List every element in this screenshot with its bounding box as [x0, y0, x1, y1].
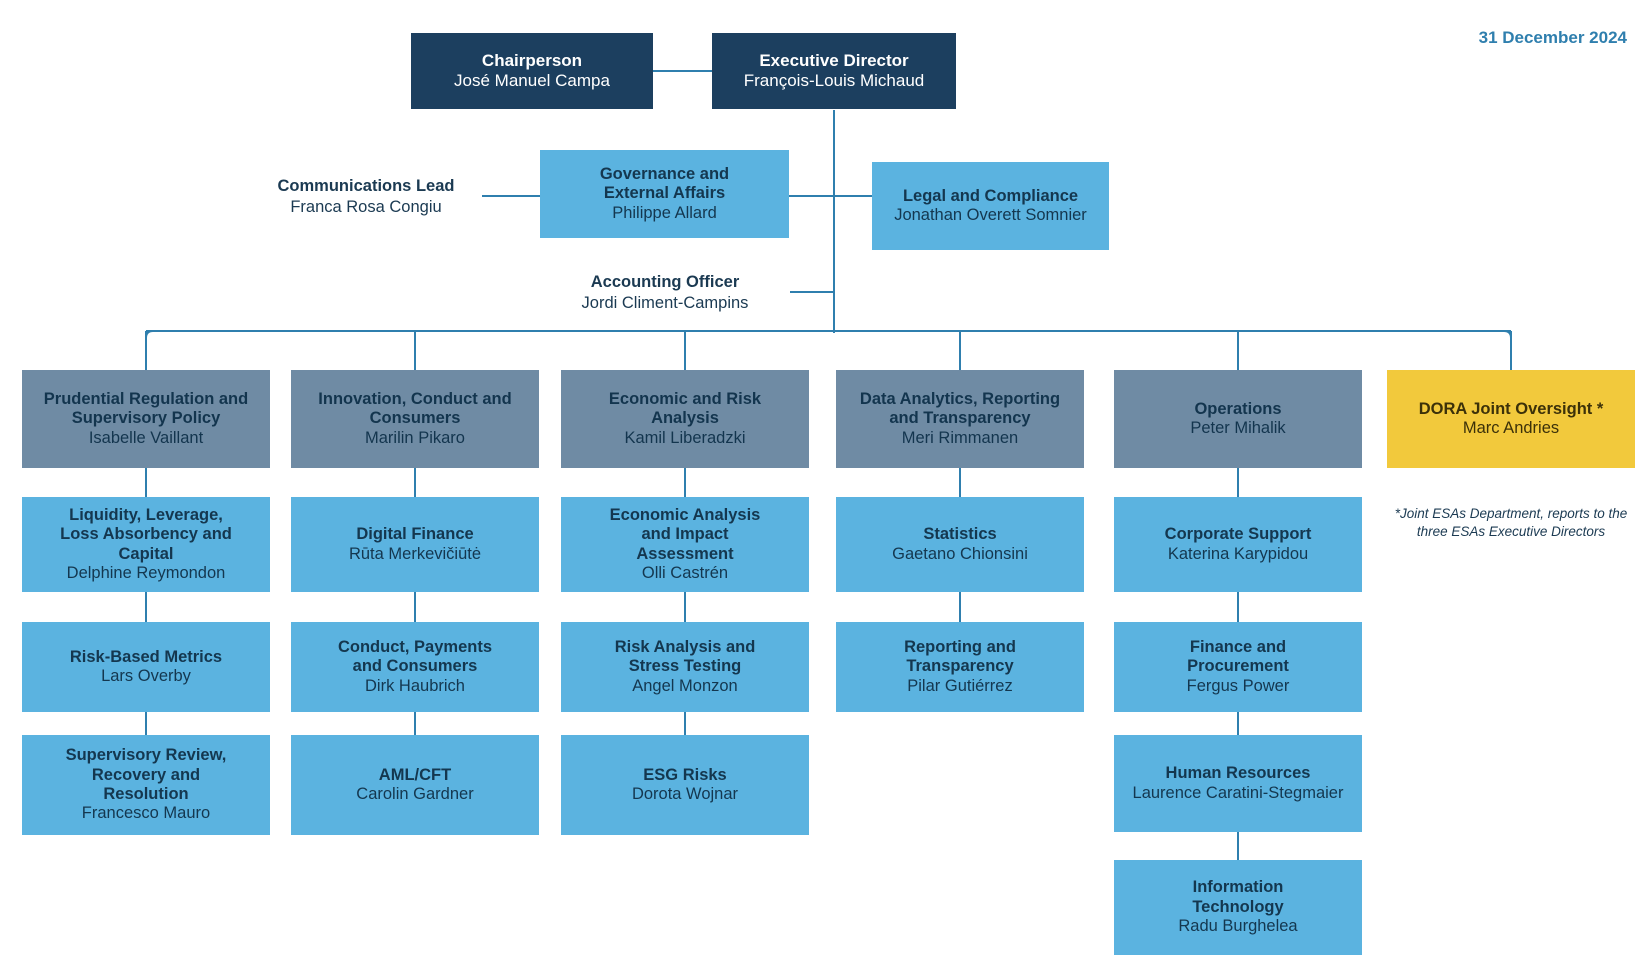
box-unit-statistics[interactable]	[836, 497, 1084, 592]
dept-title-line1: Prudential Regulation and	[43, 389, 249, 408]
unit-title-line2: Recovery and	[91, 765, 201, 784]
unit-title-line1: Corporate Support	[1164, 525, 1312, 544]
unit-title-line2: Technology	[1192, 897, 1284, 916]
dept-title-line2: and Transparency	[889, 409, 1031, 428]
unit-title-line3: Assessment	[636, 544, 734, 563]
box-unit-supervisory-review[interactable]	[22, 735, 270, 835]
box-unit-human-resources[interactable]	[1114, 735, 1362, 832]
box-chairperson[interactable]	[411, 33, 653, 109]
unit-title-line1: Information	[1192, 878, 1284, 897]
box-governance-external-affairs[interactable]	[540, 150, 789, 238]
label-communications-lead	[250, 166, 482, 228]
dept-head-name: Marilin Pikaro	[365, 428, 465, 447]
executive-director-title: Executive Director	[759, 50, 909, 70]
footnote-text: *Joint ESAs Department, reports to the three ESAs Executive Directors	[1394, 506, 1628, 539]
dept-title-line1: Data Analytics, Reporting	[859, 389, 1061, 408]
unit-head-name: Laurence Caratini-Stegmaier	[1132, 783, 1344, 802]
unit-title-line1: Risk Analysis and	[614, 637, 756, 656]
unit-title-line1: Statistics	[923, 525, 997, 544]
unit-title-line1: Economic Analysis	[609, 505, 761, 524]
unit-title-line2: Loss Absorbency and	[60, 525, 232, 544]
dept-title-line1: Innovation, Conduct and	[318, 389, 512, 408]
box-department-dora-joint-oversight[interactable]	[1387, 370, 1635, 468]
box-unit-digital-finance[interactable]	[291, 497, 539, 592]
box-department-economic-risk-analysis[interactable]	[561, 370, 809, 468]
unit-head-name: Dirk Haubrich	[365, 676, 465, 695]
box-unit-esg-risks[interactable]	[561, 735, 809, 835]
dept-title-line2: Supervisory Policy	[71, 409, 221, 428]
chairperson-name: José Manuel Campa	[454, 71, 610, 90]
unit-title-line1: AML/CFT	[378, 765, 452, 784]
dept-head-name: Marc Andries	[1462, 419, 1560, 437]
accounting-officer-name: Jordi Climent-Campins	[581, 294, 749, 312]
unit-title-line1: ESG Risks	[643, 765, 727, 784]
unit-head-name: Gaetano Chionsini	[892, 544, 1028, 563]
legal-name: Jonathan Overett Somnier	[894, 206, 1087, 224]
box-unit-information-technology[interactable]	[1114, 860, 1362, 955]
dept-title-line2: Analysis	[651, 409, 719, 428]
dept-title-line1: Economic and Risk	[608, 389, 762, 408]
governance-name: Philippe Allard	[612, 203, 717, 222]
unit-title-line1: Risk-Based Metrics	[69, 647, 223, 666]
box-unit-risk-based-metrics[interactable]	[22, 622, 270, 712]
chart-date: 31 December 2024	[1478, 28, 1627, 47]
governance-title-line1: Governance and	[599, 164, 730, 183]
dept-head-name: Peter Mihalik	[1190, 419, 1286, 437]
unit-title-line1: Reporting and	[904, 637, 1016, 656]
unit-title-line3: Resolution	[103, 785, 189, 803]
executive-director-name: François-Louis Michaud	[743, 71, 925, 90]
unit-head-name: Pilar Gutiérrez	[907, 676, 1013, 695]
unit-title-line2: and Impact	[641, 525, 729, 544]
dept-title-line2: Consumers	[369, 409, 461, 428]
box-department-innovation-conduct[interactable]	[291, 370, 539, 468]
box-unit-liquidity-leverage[interactable]	[22, 497, 270, 592]
unit-head-name: Delphine Reymondon	[66, 563, 226, 582]
chairperson-title: Chairperson	[481, 50, 583, 70]
unit-head-name: Francesco Mauro	[81, 804, 211, 823]
dora-footnote	[1378, 505, 1644, 540]
unit-head-name: Angel Monzon	[632, 676, 738, 695]
box-legal-compliance[interactable]	[872, 162, 1109, 250]
box-department-prudential-regulation[interactable]	[22, 370, 270, 468]
label-accounting-officer	[540, 265, 790, 321]
unit-title-line3: Capital	[118, 544, 174, 563]
dept-title-line1: DORA Joint Oversight *	[1418, 399, 1604, 418]
box-unit-conduct-payments-consumers[interactable]	[291, 622, 539, 712]
box-department-data-analytics[interactable]	[836, 370, 1084, 468]
unit-head-name: Lars Overby	[101, 667, 191, 685]
dept-head-name: Isabelle Vaillant	[88, 428, 204, 447]
box-unit-corporate-support[interactable]	[1114, 497, 1362, 592]
unit-title-line2: and Consumers	[352, 657, 478, 676]
dept-title-line1: Operations	[1194, 399, 1282, 418]
accounting-officer-title: Accounting Officer	[590, 273, 740, 292]
unit-title-line1: Supervisory Review,	[65, 746, 227, 765]
box-department-operations[interactable]	[1114, 370, 1362, 468]
dept-head-name: Kamil Liberadzki	[624, 428, 746, 447]
unit-title-line1: Finance and	[1189, 637, 1287, 656]
box-unit-risk-analysis-stress-testing[interactable]	[561, 622, 809, 712]
box-executive-director[interactable]	[712, 33, 956, 109]
legal-title: Legal and Compliance	[902, 186, 1079, 205]
box-unit-reporting-transparency[interactable]	[836, 622, 1084, 712]
unit-title-line2: Stress Testing	[628, 657, 742, 676]
unit-title-line2: Transparency	[906, 657, 1014, 676]
unit-head-name: Fergus Power	[1186, 676, 1290, 695]
governance-title-line2: External Affairs	[603, 184, 726, 203]
box-unit-finance-procurement[interactable]	[1114, 622, 1362, 712]
unit-head-name: Olli Castrén	[641, 563, 729, 582]
unit-title-line1: Digital Finance	[356, 525, 474, 544]
unit-head-name: Dorota Wojnar	[631, 785, 739, 803]
unit-title-line1: Liquidity, Leverage,	[69, 505, 223, 524]
unit-title-line1: Conduct, Payments	[337, 637, 493, 656]
unit-title-line2: Procurement	[1187, 657, 1289, 676]
unit-title-line1: Human Resources	[1165, 764, 1311, 783]
communications-lead-name: Franca Rosa Congiu	[290, 198, 442, 216]
communications-lead-title: Communications Lead	[277, 177, 455, 196]
box-unit-economic-analysis-impact[interactable]	[561, 497, 809, 592]
unit-head-name: Radu Burghelea	[1178, 917, 1298, 936]
unit-head-name: Carolin Gardner	[356, 785, 474, 803]
unit-head-name: Rūta Merkevičiūtė	[348, 544, 482, 563]
box-unit-aml-cft[interactable]	[291, 735, 539, 835]
dept-head-name: Meri Rimmanen	[901, 428, 1019, 447]
unit-head-name: Katerina Karypidou	[1167, 544, 1309, 563]
